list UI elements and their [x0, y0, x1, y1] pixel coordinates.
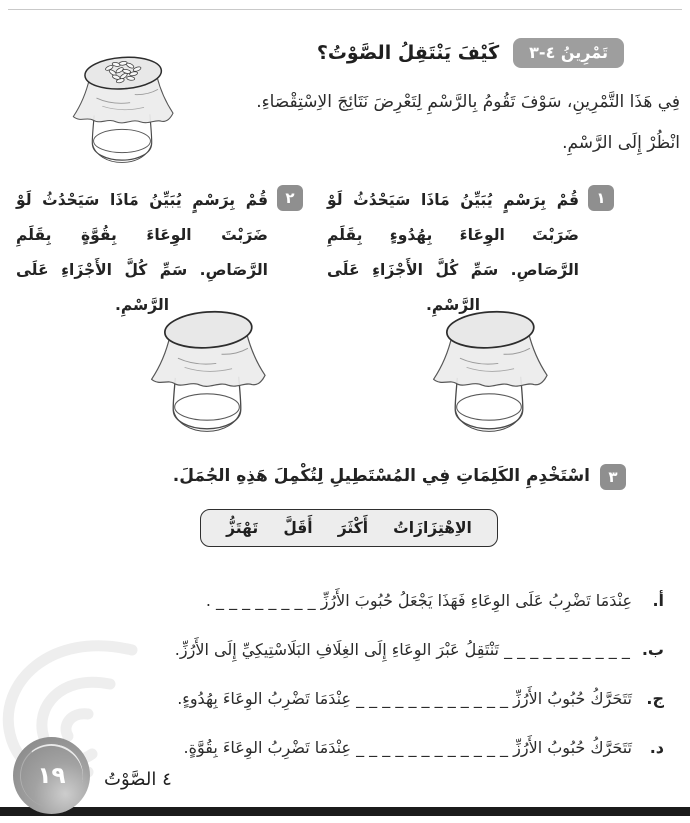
fill-in-sentences [6, 576, 664, 772]
word-bank-word: أَقَلَّ [283, 519, 313, 537]
item-2-text: قُمْ بِرَسْمٍ يُبَيِّنُ مَاذَا سَيَحْدُثُ لَوْ ضَرَبْتَ الوِعَاءَ بِقُوَّةٍ بِقَلَمِ الرَّصَاصِ. سَمِّ كُلَّ الأَجْزَاءِ عَلَى الرَّسْمِ. [16, 191, 268, 314]
sentence-c [6, 674, 664, 723]
intro-line-2: انْظُرْ إِلَى الرَّسْمِ. [562, 132, 680, 153]
item-1-number-badge: ١ [588, 185, 614, 211]
chapter-label: ٤ الصَّوْتُ [104, 769, 172, 790]
sentence-b-text: _ _ _ _ _ _ _ _ _ _ تَنْتَقِلُ عَبْرَ الوِعَاءِ إِلَى الغِلَافِ البَلَاسْتِيكِيِّ إِلَى الأَرُزِّ. [174, 640, 630, 659]
intro-paragraph [202, 82, 680, 164]
page-top-rule [8, 9, 682, 10]
item-3-text: اسْتَخْدِمِ الكَلِمَاتِ فِي المُسْتَطِيلِ لِتُكْمِلَ هَذِهِ الجُمَلَ. [172, 466, 590, 486]
sentence-b [6, 625, 664, 674]
word-bank-word: الاِهْتِزَازَاتُ [393, 519, 472, 537]
page-number: ١٩ [37, 762, 66, 789]
jar-with-rice-illustration [64, 48, 180, 176]
sentence-d [6, 723, 664, 772]
page-title: كَيْفَ يَنْتَقِلُ الصَّوْتُ؟ [316, 42, 500, 65]
item-3-number-badge: ٣ [600, 464, 626, 490]
intro-line-1: فِي هَذَا التَّمْرِينِ، سَوْفَ تَقُومُ بِالرَّسْمِ لِتَعْرِضَ نَتَائِجَ الاِسْتِقْصَاءِ. [256, 92, 680, 112]
sentence-d-text: تَتَحَرَّكُ حُبُوبُ الأَرُزِّ _ _ _ _ _ _ _ _ _ _ _ _ عِنْدَمَا تَضْرِبُ الوِعَاءَ بِقُوَّةٍ. [183, 738, 632, 757]
blank-jar-illustration-right [423, 301, 555, 447]
sentence-a-text: عِنْدَمَا تَضْرِبُ عَلَى الوِعَاءِ فَهَذَا يَجْعَلُ حُبُوبَ الأَرُزِّ _ _ _ _ _ _ _ _ . [205, 591, 632, 610]
exercise-number-badge: تَمْرِينُ ٤-٣ [513, 38, 624, 68]
sentence-a [6, 576, 664, 625]
word-bank-box [200, 509, 498, 547]
sentence-c-text: تَتَحَرَّكُ حُبُوبُ الأَرُزِّ _ _ _ _ _ _ _ _ _ _ _ _ عِنْدَمَا تَضْرِبُ الوِعَاءَ بِهُدُوءٍ. [177, 689, 632, 708]
blank-jar-illustration-left [141, 301, 273, 447]
item-1-text: قُمْ بِرَسْمٍ يُبَيِّنُ مَاذَا سَيَحْدُثُ لَوْ ضَرَبْتَ الوِعَاءَ بِهُدُوءٍ بِقَلَمِ الرَّصَاصِ. سَمِّ كُلَّ الأَجْزَاءِ عَلَى الرَّسْمِ. [327, 191, 579, 314]
instruction-item-3 [173, 462, 626, 490]
page-number-badge [13, 737, 90, 814]
item-2-number-badge: ٢ [277, 185, 303, 211]
sentence-a-label: أ. [652, 591, 664, 610]
sentence-b-label: ب. [641, 640, 664, 659]
header [317, 38, 624, 68]
footer-rule-bar [0, 807, 690, 816]
sentence-c-label: ج. [646, 689, 664, 708]
word-bank-word: تَهْتَزُّ [226, 519, 259, 537]
word-bank-word: أَكْثَرَ [337, 519, 369, 537]
sentence-d-label: د. [649, 738, 664, 757]
